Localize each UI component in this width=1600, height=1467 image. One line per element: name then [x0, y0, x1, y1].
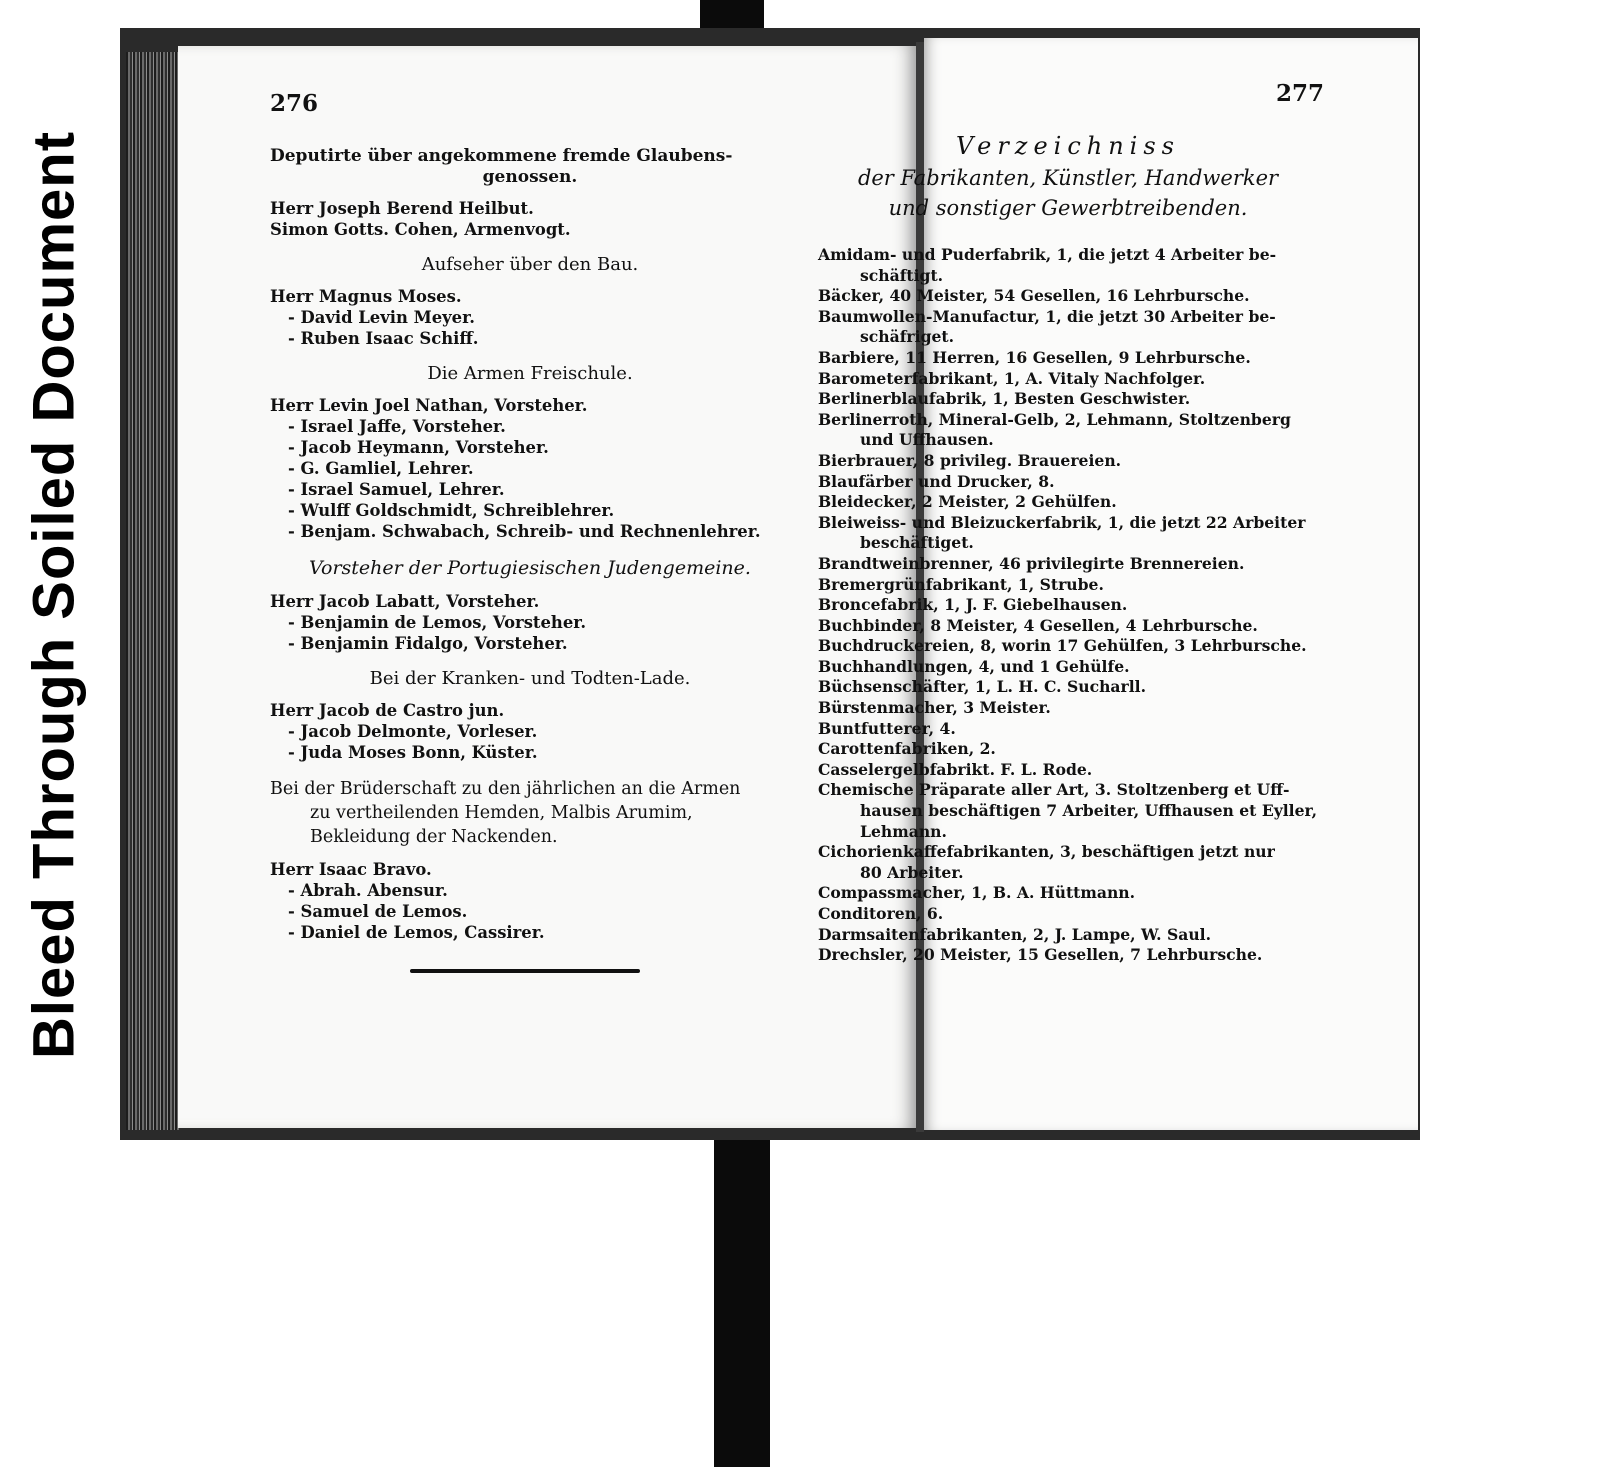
page-edges: [126, 52, 180, 1130]
trade-entry-line: Chemische Präparate aller Art, 3. Stoltzenberg et Uff-: [818, 780, 1290, 800]
left-page-content: [270, 146, 790, 973]
trade-entry: [818, 616, 1318, 637]
trade-entries-list: [818, 245, 1318, 966]
section-bruederschaft: [270, 777, 790, 943]
trade-entry-line: Carottenfabriken, 2.: [818, 739, 996, 759]
trade-entry: [818, 369, 1318, 390]
trade-entry-continuation: und Uffhausen.: [860, 430, 994, 450]
trade-entry: [818, 636, 1318, 657]
trade-entry-line: Bäcker, 40 Meister, 54 Gesellen, 16 Lehrbursche.: [818, 286, 1250, 306]
entry-line: - David Levin Meyer.: [288, 308, 475, 327]
trade-entry-line: Bleiweiss- und Bleizuckerfabrik, 1, die jetzt 22 Arbeiter: [818, 512, 1306, 532]
entry-line: Herr Levin Joel Nathan, Vorsteher.: [270, 396, 588, 415]
trade-entry: [818, 904, 1318, 925]
entry-line: Herr Jacob Labatt, Vorsteher.: [270, 592, 540, 611]
entry-line: Herr Magnus Moses.: [270, 287, 462, 306]
entry-line: - G. Gamliel, Lehrer.: [288, 459, 474, 478]
entry-line: - Samuel de Lemos.: [288, 902, 468, 921]
trade-entry-line: Bürstenmacher, 3 Meister.: [818, 698, 1051, 718]
entry-line: - Juda Moses Bonn, Küster.: [288, 743, 538, 762]
trade-entry-line: Buchhandlungen, 4, und 1 Gehülfe.: [818, 656, 1130, 676]
binding-strip-top: [700, 0, 764, 30]
trade-entry-line: Blaufärber und Drucker, 8.: [818, 471, 1055, 491]
right-page-content: [818, 132, 1318, 966]
entry-line: - Israel Samuel, Lehrer.: [288, 480, 505, 499]
entry-line: - Daniel de Lemos, Cassirer.: [288, 923, 545, 942]
trade-entry: [818, 719, 1318, 740]
trade-entry-line: Casselergelbfabrikt. F. L. Rode.: [818, 759, 1093, 779]
trade-entry-line: Barbiere, 11 Herren, 16 Gesellen, 9 Lehrbursche.: [818, 347, 1251, 367]
entry-line: Herr Isaac Bravo.: [270, 860, 432, 879]
trade-entry: [818, 389, 1318, 410]
entry-line: - Benjam. Schwabach, Schreib- und Rechnenlehrer.: [288, 522, 761, 541]
trade-entry-line: Büchsenschäfter, 1, L. H. C. Sucharll.: [818, 677, 1147, 697]
section-kranken: [270, 668, 790, 763]
trade-entry: [818, 307, 1318, 348]
section-heading: Aufseher über den Bau.: [421, 254, 639, 275]
entry-line: - Ruben Isaac Schiff.: [288, 329, 479, 348]
page-subtitle: und sonstiger Gewerbtreibenden.: [888, 196, 1248, 220]
trade-entry: [818, 657, 1318, 678]
trade-entry: [818, 410, 1318, 451]
trade-entry: [818, 760, 1318, 781]
trade-entry-line: Berlinerroth, Mineral-Gelb, 2, Lehmann, Stoltzenberg: [818, 409, 1291, 429]
entry-line: Herr Joseph Berend Heilbut.: [270, 199, 534, 218]
trade-entry: [818, 472, 1318, 493]
section-freischule: [270, 363, 790, 542]
trade-entry-line: Compassmacher, 1, B. A. Hüttmann.: [818, 883, 1136, 903]
trade-entry-line: Bierbrauer, 8 privileg. Brauereien.: [818, 450, 1122, 470]
trade-entry-line: Drechsler, 20 Meister, 15 Gesellen, 7 Lehrbursche.: [818, 945, 1263, 965]
end-rule: [410, 969, 640, 973]
trade-entry-continuation: Lehmann.: [860, 821, 947, 841]
trade-entry-continuation: schäftigt.: [860, 265, 944, 285]
entry-line: - Jacob Heymann, Vorsteher.: [288, 438, 549, 457]
section-heading: zu vertheilenden Hemden, Malbis Arumim,: [310, 803, 693, 823]
trade-entry-line: Buntfutterer, 4.: [818, 718, 956, 738]
trade-entry: [818, 677, 1318, 698]
trade-entry-continuation: schäfriget.: [860, 327, 955, 347]
trade-entry: [818, 513, 1318, 554]
trade-entry-line: Barometerfabrikant, 1, A. Vitaly Nachfolger.: [818, 368, 1206, 388]
side-label: [14, 100, 94, 1090]
trade-entry: [818, 554, 1318, 575]
trade-entry: [818, 492, 1318, 513]
trade-entry: [818, 883, 1318, 904]
trade-entry-line: Bremergrünfabrikant, 1, Strube.: [818, 574, 1104, 594]
section-heading: Deputirte über angekommene fremde Glaubens-: [270, 146, 733, 166]
trade-entry-line: Conditoren, 6.: [818, 904, 944, 923]
binding-strip-bottom: [714, 1130, 770, 1467]
right-page-number: 277: [1276, 80, 1325, 107]
trade-entry-line: Darmsaitenfabrikanten, 2, J. Lampe, W. Saul.: [818, 924, 1212, 944]
trade-entry: [818, 698, 1318, 719]
entry-line: Herr Jacob de Castro jun.: [270, 701, 505, 720]
section-heading: Bekleidung der Nackenden.: [310, 827, 558, 847]
page-title: Verzeichniss: [956, 132, 1180, 160]
trade-entry-line: Cichorienkaffefabrikanten, 3, beschäftigen jetzt nur: [818, 842, 1275, 862]
trade-entry-line: Buchdruckereien, 8, worin 17 Gehülfen, 3 Lehrbursche.: [818, 636, 1307, 656]
trade-entry-line: Amidam- und Puderfabrik, 1, die jetzt 4 Arbeiter be-: [818, 245, 1277, 264]
entry-line: - Wulff Goldschmidt, Schreiblehrer.: [288, 501, 615, 520]
trade-entry: [818, 575, 1318, 596]
section-heading: genossen.: [482, 167, 578, 187]
section-deputirte: [270, 146, 790, 240]
entry-line: - Benjamin de Lemos, Vorsteher.: [288, 613, 587, 632]
page-subtitle: der Fabrikanten, Künstler, Handwerker: [857, 166, 1279, 190]
trade-entry: [818, 945, 1318, 966]
trade-entry: [818, 595, 1318, 616]
trade-entry: [818, 780, 1318, 842]
section-portugiesisch: [270, 556, 790, 654]
side-label-text: Bleed Through Soiled Document: [21, 130, 87, 1060]
trade-entry: [818, 451, 1318, 472]
entry-line: - Abrah. Abensur.: [288, 881, 448, 900]
trade-entry: [818, 739, 1318, 760]
entry-line: Simon Gotts. Cohen, Armenvogt.: [270, 220, 571, 239]
section-heading: Die Armen Freischule.: [427, 363, 633, 384]
trade-entry-continuation: 80 Arbeiter.: [860, 862, 964, 882]
section-heading: Vorsteher der Portugiesischen Judengemeine.: [309, 557, 751, 579]
trade-entry-line: Brandtweinbrenner, 46 privilegirte Brennereien.: [818, 553, 1245, 573]
trade-entry: [818, 348, 1318, 369]
trade-entry-continuation: beschäftiget.: [860, 533, 974, 553]
section-aufseher: [270, 254, 790, 349]
left-page-number: 276: [270, 90, 319, 117]
trade-entry: [818, 925, 1318, 946]
trade-entry-line: Broncefabrik, 1, J. F. Giebelhausen.: [818, 595, 1128, 615]
section-heading: Bei der Brüderschaft zu den jährlichen an die Armen: [270, 779, 741, 799]
trade-entry-line: Baumwollen-Manufactur, 1, die jetzt 30 Arbeiter be-: [818, 306, 1276, 326]
section-heading: Bei der Kranken- und Todten-Lade.: [369, 668, 691, 689]
trade-entry: [818, 286, 1318, 307]
trade-entry-line: Buchbinder, 8 Meister, 4 Gesellen, 4 Lehrbursche.: [818, 615, 1258, 635]
trade-entry: [818, 842, 1318, 883]
trade-entry-line: Bleidecker, 2 Meister, 2 Gehülfen.: [818, 492, 1117, 512]
trade-entry: [818, 245, 1318, 286]
trade-entry-continuation: hausen beschäftigen 7 Arbeiter, Uffhausen et Eyller,: [860, 801, 1318, 821]
entry-line: - Benjamin Fidalgo, Vorsteher.: [288, 634, 568, 653]
entry-line: - Jacob Delmonte, Vorleser.: [288, 722, 538, 741]
trade-entry-line: Berlinerblaufabrik, 1, Besten Geschwister.: [818, 389, 1191, 409]
entry-line: - Israel Jaffe, Vorsteher.: [288, 417, 506, 436]
